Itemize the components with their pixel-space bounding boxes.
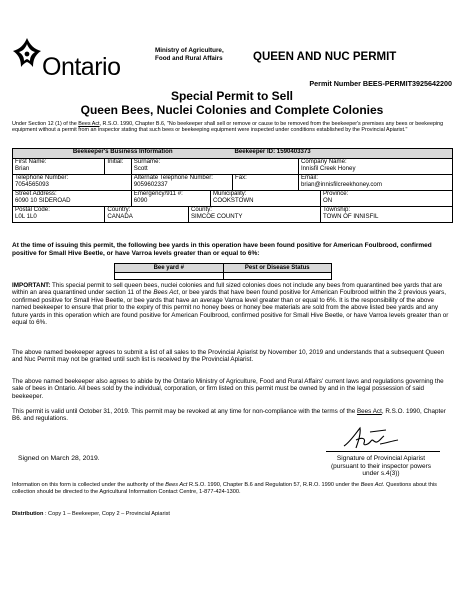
initial-cell: Initial: <box>105 159 131 175</box>
pest-status-column-header: Pest or Disease Status <box>223 264 332 273</box>
document-title: QUEEN AND NUC PERMIT <box>253 51 397 63</box>
first-name-value: Brian <box>15 164 30 172</box>
province-value: ON <box>322 196 333 204</box>
business-info-header: Beekeeper's Business Information <box>13 149 233 159</box>
beekeeper-id: Beekeeper ID: 1590403373 <box>232 149 452 159</box>
emergency-value: 6090 <box>133 196 148 204</box>
bees-act-link[interactable]: Bees Act <box>356 408 382 415</box>
bees-act-link[interactable]: Bees Act <box>78 121 100 127</box>
telephone-value: 7054565093 <box>15 180 49 188</box>
municipality-value: COOKSTOWN <box>212 196 254 204</box>
beekeeper-info-table <box>12 148 453 223</box>
province-cell: Province: ON <box>320 191 452 207</box>
signature-caption: Signature of Provincial Apiarist (pursuant to their inspector powers under s.4(3)) <box>330 455 432 478</box>
email-value: brian@innisfilcreekhoney.com <box>300 180 382 188</box>
validity-paragraph: This permit is valid until October 31, 2019. This permit may be revoked at any time for non-compliance with the terms of the Bees Act, R.S.O. 1990, Chapter B6. and regulations. <box>12 408 446 423</box>
sales-report-paragraph: The above named beekeeper agrees to submit a list of all sales to the Provincial Apiarist by November 10, 2019 and understands that a subsequent Queen and Nuc Permit may not be granted until such list is received by the Provincial Apiarist. <box>12 349 445 364</box>
intro-paragraph: Under Section 12 (1) of the Bees Act, R.S.O. 1990, Chapter B.6, "No beekeeper shall sell or remove or cause to be removed from the beekeeper's premises any bees or beekeeping equipment without a permit from an inspector stating that such bees or beekeeping equipment were inspected under conditions established by the Provincial Apiarist." <box>12 121 444 134</box>
street-value: 6090 10 SIDEROAD <box>15 196 71 204</box>
signature-line <box>326 451 440 452</box>
country-cell: Country: CANADA <box>105 207 189 223</box>
ministry-name: Ministry of Agriculture, Food and Rural Affairs <box>155 47 224 62</box>
email-cell: Email: brian@innisfilcreekhoney.com <box>298 175 452 191</box>
municipality-cell: Municipality: COOKSTOWN <box>210 191 320 207</box>
alt-telephone-cell: Alternate Telephone Number: 9059602337 <box>131 175 232 191</box>
street-cell: Street Address: 6090 10 SIDEROAD <box>13 191 132 207</box>
permit-number: Permit Number BEES-PERMIT3925642200 <box>309 79 452 88</box>
logo-wordmark: Ontario <box>42 53 121 81</box>
signed-date: Signed on March 28, 2019. <box>18 455 100 462</box>
distribution-line: Distribution : Copy 1 – Beekeeper, Copy 2 – Provincial Apiarist <box>12 511 170 517</box>
important-paragraph: IMPORTANT: This special permit to sell queen bees, nuclei colonies and full sized colonies does not include any bees from quarantined bee yards that are within an area quarantined under section 11 of the Bees Act, or bee yards that have been found positive for American Foulbrood within the 2 previous years, confirmed positive for Small Hive Beetle, or bee yards that have an average Varroa level greater than or equal to 6%. It is the responsibility of the above named beekeeper to ensure that prior to the expiry of this permit no honey bees or honey bee materials are sold from the above listed bee yards and any future yards in this operation which are found positive for American Foulbrood, confirmed positive for Small Hive Beetle, or have Varroa levels greater than or equal to 6%. <box>12 282 449 327</box>
surname-value: Scott <box>133 164 148 172</box>
collection-notice: Information on this form is collected under the authority of the Bees Act R.S.O. 1990, Chapter B.6 and Regulation 57, R.R.O. 1990 under the Bees Act. Questions about this collection should be directed to the Agricultural Information Contact Centre, 1-877-424-1300. <box>12 482 437 495</box>
ontario-logo <box>10 36 140 82</box>
county-value: SIMCOE COUNTY <box>190 212 243 220</box>
postal-value: L0L 1L0 <box>15 212 37 220</box>
company-value: Innisfil Creek Honey <box>300 164 356 172</box>
trillium-icon <box>10 36 44 74</box>
postal-cell: Postal Code: L0L 1L0 <box>13 207 105 223</box>
company-cell: Company Name: Innisfil Creek Honey <box>298 159 452 175</box>
alt-telephone-value: 9059602337 <box>133 180 168 188</box>
telephone-cell: Telephone Number: 7054565093 <box>13 175 132 191</box>
apiarist-signature <box>340 424 404 452</box>
first-name-cell: First Name: Brian <box>13 159 105 175</box>
country-value: CANADA <box>107 212 133 220</box>
township-cell: Township: TOWN OF INNISFIL <box>320 207 452 223</box>
bee-yard-table <box>114 263 332 280</box>
county-cell: County: SIMCOE COUNTY <box>188 207 320 223</box>
regulations-paragraph: The above named beekeeper also agrees to abide by the Ontario Ministry of Agriculture, Food and Rural Affairs' current laws and regulations governing the sale of bees in Ontario. All bees sold by the individual, corporation, or firm listed on this permit must be owned by and in the legal possession of said beekeeper. <box>12 378 444 400</box>
emergency-cell: Emergency/911 #: 6090 <box>131 191 210 207</box>
permit-title: Special Permit to Sell Queen Bees, Nuclei Colonies and Complete Colonies <box>80 89 384 117</box>
bee-yard-column-header: Bee yard # <box>115 264 224 273</box>
township-value: TOWN OF INNISFIL <box>322 212 379 220</box>
empty-status-cell <box>223 273 332 280</box>
surname-cell: Surname: Scott <box>131 159 298 175</box>
fax-cell: Fax: <box>232 175 298 191</box>
bee-yard-statement: At the time of issuing this permit, the following bee yards in this operation have been found positive for American Foulbrood, confirmed positive for Small Hive Beetle, or have Varroa levels greater than or equal to 6%: <box>12 242 432 257</box>
empty-bee-yard-cell <box>115 273 224 280</box>
